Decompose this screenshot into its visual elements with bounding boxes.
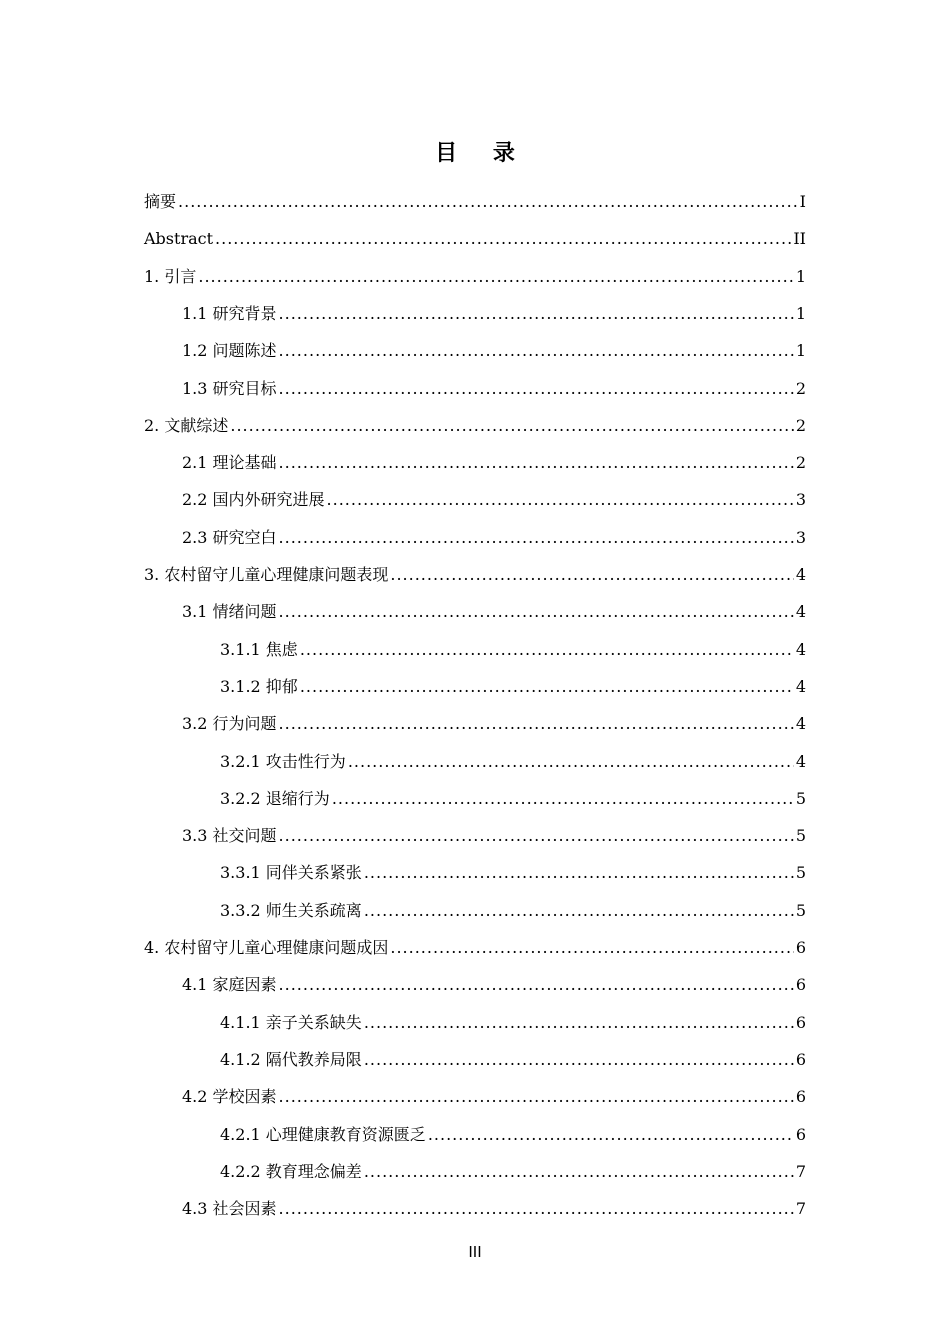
- toc-entry[interactable]: [220, 1160, 806, 1184]
- toc-entry[interactable]: [220, 787, 806, 811]
- toc-entry[interactable]: [182, 526, 806, 550]
- toc-entry[interactable]: [182, 377, 806, 401]
- toc-entry[interactable]: [144, 190, 806, 214]
- dot-leader: [364, 861, 794, 885]
- toc-entry-label: 4.1 家庭因素: [182, 975, 277, 994]
- toc-entry[interactable]: [220, 638, 806, 662]
- toc-entry-label: 4.3 社会因素: [182, 1199, 277, 1218]
- dot-leader: [279, 339, 794, 363]
- toc-entry-page: I: [799, 192, 806, 211]
- toc-entry-page: 7: [795, 1199, 806, 1218]
- toc-entry[interactable]: [182, 488, 806, 512]
- toc-entry-label: 1. 引言: [144, 267, 197, 286]
- toc-entry[interactable]: [220, 675, 806, 699]
- toc-entry-label: 2. 文献综述: [144, 416, 229, 435]
- dot-leader: [279, 302, 794, 326]
- toc-entry-page: 1: [795, 304, 806, 323]
- dot-leader: [327, 488, 794, 512]
- toc-entry-page: 1: [795, 267, 806, 286]
- toc-entry-page: 5: [795, 901, 806, 920]
- toc-entry-page: 6: [795, 1125, 806, 1144]
- toc-entry-page: 1: [795, 341, 806, 360]
- toc-entry[interactable]: [182, 451, 806, 475]
- toc-entry-page: 5: [795, 863, 806, 882]
- dot-leader: [279, 451, 794, 475]
- toc-entry[interactable]: [220, 750, 806, 774]
- toc-entry-label: 3.2.1 攻击性行为: [220, 752, 346, 771]
- page-number: III: [468, 1244, 482, 1261]
- dot-leader: [279, 824, 794, 848]
- toc-entry-label: Abstract: [144, 229, 214, 248]
- toc-entry-page: 5: [795, 826, 806, 845]
- dot-leader: [279, 712, 794, 736]
- toc-entry-label: 3.2.2 退缩行为: [220, 789, 330, 808]
- toc-entry[interactable]: [144, 414, 806, 438]
- toc-entry-label: 3.1.2 抑郁: [220, 677, 298, 696]
- dot-leader: [279, 1085, 794, 1109]
- toc-entry-page: 4: [795, 677, 806, 696]
- toc-entry-label: 1.2 问题陈述: [182, 341, 277, 360]
- toc-entry-page: 6: [795, 1013, 806, 1032]
- toc-entry-label: 4.1.2 隔代教养局限: [220, 1050, 362, 1069]
- toc-entry[interactable]: [182, 1085, 806, 1109]
- toc-entry-label: 2.2 国内外研究进展: [182, 490, 325, 509]
- toc-entry-page: 7: [795, 1162, 806, 1181]
- toc-entry-label: 4.2.1 心理健康教育资源匮乏: [220, 1125, 426, 1144]
- toc-entry[interactable]: [220, 1123, 806, 1147]
- dot-leader: [364, 1011, 794, 1035]
- toc-entry-label: 3.1.1 焦虑: [220, 640, 298, 659]
- toc-entry[interactable]: [182, 1197, 806, 1221]
- dot-leader: [332, 787, 794, 811]
- dot-leader: [230, 414, 793, 438]
- toc-entry-label: 2.1 理论基础: [182, 453, 277, 472]
- dot-leader: [279, 526, 794, 550]
- toc-entry-page: II: [793, 229, 806, 248]
- dot-leader: [279, 377, 794, 401]
- toc-entry-label: 3.3.2 师生关系疏离: [220, 901, 362, 920]
- dot-leader: [428, 1123, 794, 1147]
- dot-leader: [279, 1197, 794, 1221]
- dot-leader: [348, 750, 794, 774]
- toc-entry-label: 3.3.1 同伴关系紧张: [220, 863, 362, 882]
- toc-entry-label: 4.2.2 教育理念偏差: [220, 1162, 362, 1181]
- dot-leader: [364, 1048, 794, 1072]
- toc-entry-page: 4: [795, 602, 806, 621]
- toc-entry[interactable]: [182, 600, 806, 624]
- toc-entry[interactable]: [144, 936, 806, 960]
- dot-leader: [300, 638, 794, 662]
- toc-entry-label: 4.2 学校因素: [182, 1087, 277, 1106]
- toc-entry-label: 3.1 情绪问题: [182, 602, 277, 621]
- toc-entry[interactable]: [182, 302, 806, 326]
- dot-leader: [178, 190, 798, 214]
- toc-entry[interactable]: [182, 339, 806, 363]
- toc-entry-label: 4.1.1 亲子关系缺失: [220, 1013, 362, 1032]
- toc-entry[interactable]: [182, 824, 806, 848]
- dot-leader: [364, 1160, 794, 1184]
- toc-entry-page: 6: [795, 938, 806, 957]
- dot-leader: [390, 936, 793, 960]
- toc-entry[interactable]: [220, 861, 806, 885]
- toc-entry-page: 4: [795, 752, 806, 771]
- toc-entry-label: 摘要: [144, 192, 177, 211]
- dot-leader: [390, 563, 793, 587]
- toc-entry-page: 6: [795, 975, 806, 994]
- toc-entry[interactable]: [182, 973, 806, 997]
- toc-entry-page: 4: [795, 565, 806, 584]
- dot-leader: [215, 227, 791, 251]
- toc-entry-label: 4. 农村留守儿童心理健康问题成因: [144, 938, 389, 957]
- toc-entry-page: 5: [795, 789, 806, 808]
- toc-entry[interactable]: [182, 712, 806, 736]
- toc-entry[interactable]: [144, 265, 806, 289]
- toc-entry[interactable]: [220, 1048, 806, 1072]
- page-title: 目 录: [435, 140, 529, 166]
- toc-entry-page: 4: [795, 640, 806, 659]
- toc-entry-page: 6: [795, 1087, 806, 1106]
- dot-leader: [300, 675, 794, 699]
- toc-entry-label: 2.3 研究空白: [182, 528, 277, 547]
- dot-leader: [279, 973, 794, 997]
- toc-entry[interactable]: [220, 899, 806, 923]
- toc-entry-page: 2: [795, 416, 806, 435]
- dot-leader: [364, 899, 794, 923]
- toc-entry-label: 3.2 行为问题: [182, 714, 277, 733]
- toc-entry-page: 3: [795, 490, 806, 509]
- toc-entry-label: 1.3 研究目标: [182, 379, 277, 398]
- toc-entry-page: 2: [795, 379, 806, 398]
- toc-entry-label: 3.3 社交问题: [182, 826, 277, 845]
- toc-entry-label: 1.1 研究背景: [182, 304, 277, 323]
- toc-entry-page: 6: [795, 1050, 806, 1069]
- toc-entry[interactable]: [220, 1011, 806, 1035]
- toc-entry-page: 4: [795, 714, 806, 733]
- toc-entry[interactable]: [144, 563, 806, 587]
- dot-leader: [279, 600, 794, 624]
- toc-entry-page: 2: [795, 453, 806, 472]
- dot-leader: [198, 265, 793, 289]
- toc-entry-page: 3: [795, 528, 806, 547]
- toc-entry-label: 3. 农村留守儿童心理健康问题表现: [144, 565, 389, 584]
- toc-entry[interactable]: [144, 227, 806, 251]
